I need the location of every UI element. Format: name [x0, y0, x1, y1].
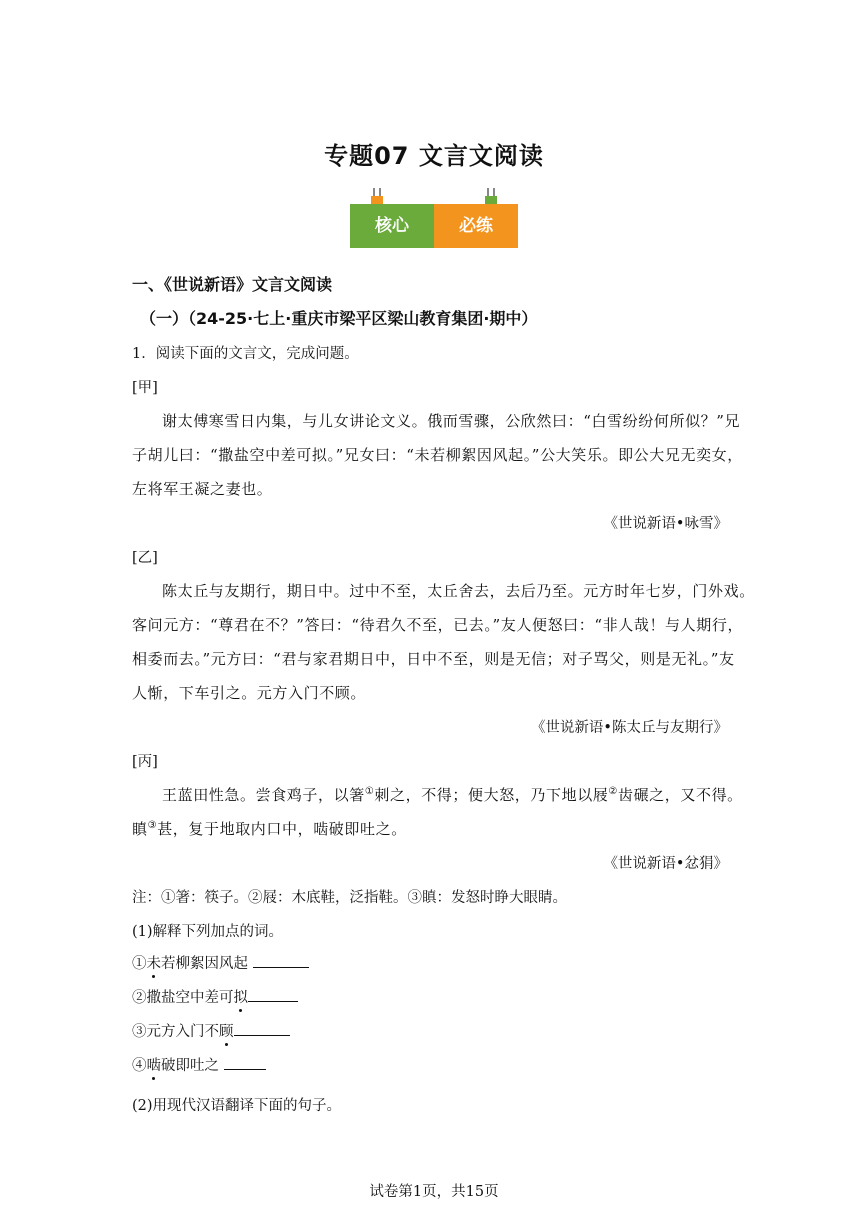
q1-prompt: (1)解释下列加点的词。: [132, 924, 284, 940]
passage-label-a: [甲]: [132, 380, 158, 396]
passage-a-line: 谢太傅寒雪日内集，与儿女讲论文义。俄而雪骤，公欣然曰：“白雪纷纷何所似？”兄: [162, 412, 741, 430]
passage-c-source: 《世说新语•忿狷》: [603, 856, 728, 872]
passage-b-line: 陈太丘与友期行，期日中。过中不至，太丘舍去，去后乃至。元方时年七岁，门外戏。: [162, 582, 755, 600]
q1-item: ③元方入门不顾: [132, 1020, 290, 1041]
passage-c-line: 王蓝田性急。尝食鸡子，以箸①刺之，不得；便大怒，乃下地以屐②齿碾之，又不得。: [162, 786, 743, 804]
passage-b-line: 相委而去。”元方曰：“君与家君期日中，日中不至，则是无信；对子骂父，则是无礼。”友: [132, 650, 735, 668]
subsection-heading: （一）（24-25·七上·重庆市梁平区梁山教育集团·期中）: [140, 309, 538, 328]
core-practice-badge: [350, 188, 518, 250]
passage-a-source: 《世说新语•咏雪》: [603, 516, 728, 532]
section-heading: 一、《世说新语》文言文阅读: [132, 275, 333, 294]
passage-label-c: [丙]: [132, 754, 158, 770]
passage-label-b: [乙]: [132, 550, 158, 566]
badge-practice-label: 必练: [434, 204, 518, 248]
passage-c-line: 瞋③甚，复于地取内口中，啮破即吐之。: [132, 820, 407, 838]
passage-b-line: 人惭，下车引之。元方入门不顾。: [132, 684, 367, 702]
q1-item: ②撒盐空中差可拟: [132, 986, 298, 1007]
answer-blank[interactable]: [234, 1021, 290, 1036]
passage-b-source: 《世说新语•陈太丘与友期行》: [530, 720, 728, 736]
answer-blank[interactable]: [224, 1055, 266, 1070]
annotation-notes: 注：①箸：筷子。②屐：木底鞋，泛指鞋。③瞋：发怒时睁大眼睛。: [132, 890, 567, 906]
answer-blank[interactable]: [248, 987, 298, 1002]
passage-a-line: 左将军王凝之妻也。: [132, 480, 273, 498]
q1-item: ④啮破即吐之: [132, 1054, 266, 1075]
page-footer: 试卷第1页，共15页: [369, 1184, 499, 1200]
question-intro: 1．阅读下面的文言文，完成问题。: [132, 346, 359, 362]
badge-core-label: 核心: [350, 204, 434, 248]
q2-prompt: (2)用现代汉语翻译下面的句子。: [132, 1098, 342, 1114]
passage-a-line: 子胡儿曰：“撒盐空中差可拟。”兄女曰：“未若柳絮因风起。”公大笑乐。即公大兄无奕女，: [132, 446, 743, 464]
page-title: 专题07 文言文阅读: [324, 142, 544, 170]
passage-b-line: 客问元方：“尊君在不？”答曰：“待君久不至，已去。”友人便怒曰：“非人哉！与人期行，: [132, 616, 744, 634]
answer-blank[interactable]: [253, 953, 309, 968]
q1-item: ①未若柳絮因风起: [132, 952, 309, 973]
